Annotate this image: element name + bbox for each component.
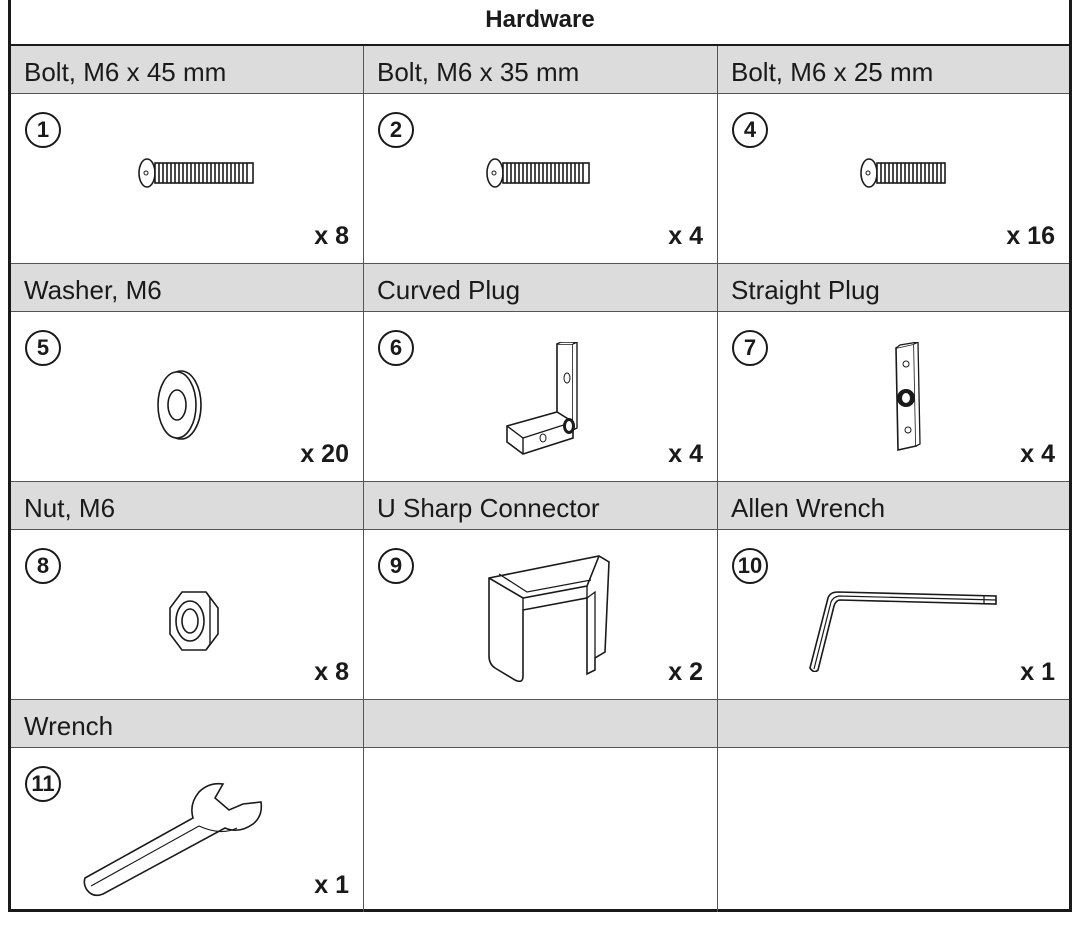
bolt-medium-icon	[484, 156, 596, 190]
item-cell-bolt-25	[718, 94, 1069, 263]
item-name-bolt-35: Bolt, M6 x 35 mm	[377, 57, 580, 87]
item-number-badge: 2	[378, 112, 414, 148]
allen-wrench-icon	[800, 590, 1000, 672]
item-cell-allen-wrench	[718, 530, 1069, 699]
item-number-badge: 9	[378, 548, 414, 584]
item-cell-wrench	[11, 748, 364, 912]
u-connector-icon	[479, 552, 619, 682]
hex-nut-icon	[166, 590, 222, 652]
item-name-nut: Nut, M6	[24, 493, 116, 523]
item-name-washer: Washer, M6	[24, 275, 162, 305]
item-quantity: x 1	[314, 871, 349, 899]
item-number-badge: 7	[732, 330, 768, 366]
item-cell-bolt-45	[11, 94, 364, 263]
header-row-1	[11, 46, 1069, 94]
item-name-straight-plug: Straight Plug	[731, 275, 880, 305]
bolt-long-icon	[136, 156, 256, 190]
empty-cell	[718, 748, 1069, 912]
item-quantity: x 8	[314, 222, 349, 250]
item-quantity: x 16	[1006, 222, 1055, 250]
item-number-badge: 11	[25, 766, 61, 802]
item-cell-u-connector	[364, 530, 718, 699]
item-name-bolt-25: Bolt, M6 x 25 mm	[731, 57, 934, 87]
item-row-1	[11, 94, 1069, 264]
item-name-bolt-45: Bolt, M6 x 45 mm	[24, 57, 227, 87]
item-number-badge: 4	[732, 112, 768, 148]
item-number-badge: 5	[25, 330, 61, 366]
table-title: Hardware	[11, 0, 1069, 46]
item-number-badge: 10	[732, 548, 768, 584]
header-row-4	[11, 700, 1069, 748]
item-row-4	[11, 748, 1069, 912]
item-cell-straight-plug	[718, 312, 1069, 481]
empty-cell	[364, 748, 718, 912]
wrench-icon	[77, 778, 273, 898]
item-cell-bolt-35	[364, 94, 718, 263]
item-quantity: x 20	[300, 440, 349, 468]
item-quantity: x 4	[668, 222, 703, 250]
header-row-3	[11, 482, 1069, 530]
curved-plug-icon	[499, 342, 589, 467]
bolt-short-icon	[858, 156, 952, 190]
item-quantity: x 4	[1020, 440, 1055, 468]
item-number-badge: 6	[378, 330, 414, 366]
item-number-badge: 8	[25, 548, 61, 584]
item-cell-curved-plug	[364, 312, 718, 481]
item-quantity: x 2	[668, 658, 703, 686]
item-row-3	[11, 530, 1069, 700]
item-row-2	[11, 312, 1069, 482]
item-quantity: x 8	[314, 658, 349, 686]
item-cell-washer	[11, 312, 364, 481]
header-row-2	[11, 264, 1069, 312]
straight-plug-icon	[886, 342, 930, 454]
hardware-table	[8, 0, 1072, 912]
item-quantity: x 1	[1020, 658, 1055, 686]
item-quantity: x 4	[668, 440, 703, 468]
item-number-badge: 1	[25, 112, 61, 148]
item-cell-nut	[11, 530, 364, 699]
item-name-curved-plug: Curved Plug	[377, 275, 521, 305]
item-name-u-connector: U Sharp Connector	[377, 493, 600, 523]
item-name-allen-wrench: Allen Wrench	[731, 493, 886, 523]
washer-icon	[156, 367, 206, 443]
item-name-wrench: Wrench	[24, 711, 114, 741]
